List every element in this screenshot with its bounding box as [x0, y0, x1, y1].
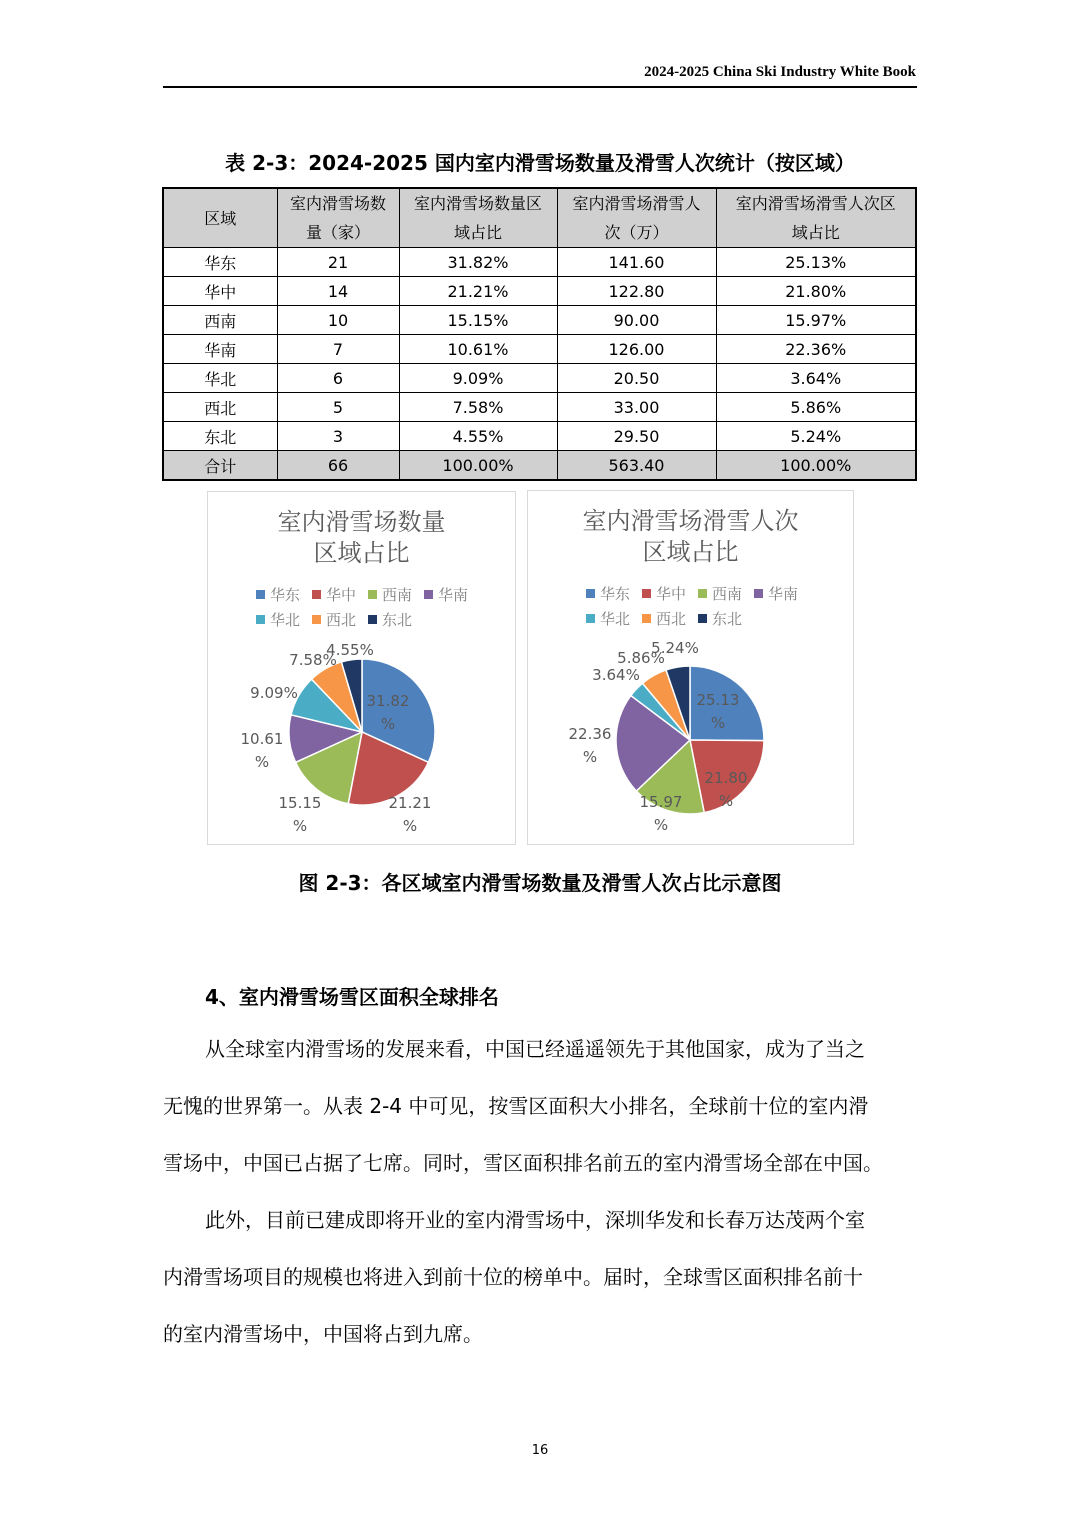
legend-label: 西北 [326, 611, 357, 629]
table-row [163, 248, 916, 277]
legend-label: 华北 [270, 611, 301, 629]
table-cell: 33.00 [557, 393, 716, 422]
table-cell: 31.82% [399, 248, 557, 277]
data-label: 4.55% [326, 641, 374, 659]
chart-title-line: 区域占比 [313, 539, 410, 567]
paragraph-line: 无愧的世界第一。从表 2-4 中可见，按雪区面积大小排名，全球前十位的室内滑 [163, 1094, 869, 1118]
data-label: % [380, 715, 396, 733]
legend-swatch [754, 589, 763, 598]
paragraph-2 [163, 1205, 917, 1376]
legend-label: 东北 [712, 610, 743, 628]
table-cell: 15.97% [716, 306, 916, 335]
header-visits-share: 室内滑雪场滑雪人次区 域占比 [716, 188, 916, 248]
table-cell: 21.21% [399, 277, 557, 306]
table-cell: 东北 [163, 422, 277, 451]
legend-swatch [642, 589, 651, 598]
table-cell: 3 [277, 422, 399, 451]
figure-caption: 图 2-3：各区域室内滑雪场数量及滑雪人次占比示意图 [298, 871, 782, 895]
data-label: 3.64% [592, 666, 640, 684]
table-cell: 15.15% [399, 306, 557, 335]
legend-swatch [312, 615, 321, 624]
header-rule [163, 86, 917, 88]
table-cell: 7.58% [399, 393, 557, 422]
chart-title-line: 室内滑雪场滑雪人次 [582, 507, 799, 535]
legend-label: 西南 [712, 585, 743, 603]
data-label: 21.21 [388, 794, 432, 812]
data-label: % [718, 792, 734, 810]
table-row [163, 364, 916, 393]
chart-title-line: 室内滑雪场数量 [277, 508, 446, 536]
table-cell: 100.00% [399, 451, 557, 481]
table-cell: 10.61% [399, 335, 557, 364]
table-cell: 14 [277, 277, 399, 306]
running-header: 2024-2025 China Ski Industry White Book [644, 64, 916, 80]
page-number: 16 [531, 1443, 549, 1458]
table-row [163, 277, 916, 306]
legend-swatch [586, 614, 595, 623]
table-cell: 4.55% [399, 422, 557, 451]
legend-swatch [698, 614, 707, 623]
pie-chart-svg [208, 492, 515, 844]
legend-label: 华中 [326, 586, 357, 604]
section-heading: 4、室内滑雪场雪区面积全球排名 [205, 985, 499, 1009]
pie-chart-svg [528, 491, 853, 844]
data-label: 22.36 [568, 725, 612, 743]
legend-swatch [256, 590, 265, 599]
data-label: 5.86% [617, 649, 665, 667]
data-label: % [710, 714, 726, 732]
table-row [163, 306, 916, 335]
paragraph-line: 雪场中，中国已占据了七席。同时，雪区面积排名前五的室内滑雪场全部在中国。 [163, 1151, 883, 1175]
data-label: 9.09% [250, 684, 298, 702]
legend-swatch [642, 614, 651, 623]
table-cell: 合计 [163, 451, 277, 481]
chart-title-line: 区域占比 [642, 538, 739, 566]
legend-swatch [368, 615, 377, 624]
legend-swatch [368, 590, 377, 599]
paragraph-line: 内滑雪场项目的规模也将进入到前十位的榜单中。届时，全球雪区面积排名前十 [163, 1265, 863, 1289]
table-total-row [163, 451, 916, 481]
table-cell: 3.64% [716, 364, 916, 393]
table-cell: 90.00 [557, 306, 716, 335]
legend-swatch [424, 590, 433, 599]
table-row [163, 422, 916, 451]
paragraph-line: 从全球室内滑雪场的发展来看，中国已经遥遥领先于其他国家，成为了当之 [205, 1037, 865, 1061]
table-cell: 6 [277, 364, 399, 393]
data-label: 15.15 [278, 794, 322, 812]
table-cell: 20.50 [557, 364, 716, 393]
table-cell: 29.50 [557, 422, 716, 451]
legend-label: 华东 [270, 586, 301, 604]
legend-swatch [312, 590, 321, 599]
table-cell: 122.80 [557, 277, 716, 306]
table-cell: 华中 [163, 277, 277, 306]
table-cell: 21 [277, 248, 399, 277]
data-label: 21.80 [704, 769, 748, 787]
table-cell: 100.00% [716, 451, 916, 481]
table-cell: 9.09% [399, 364, 557, 393]
table-cell: 5 [277, 393, 399, 422]
legend-swatch [256, 615, 265, 624]
legend-swatch [698, 589, 707, 598]
table-cell: 141.60 [557, 248, 716, 277]
header-visits: 室内滑雪场滑雪人 次（万） [557, 188, 716, 248]
data-label: 31.82 [366, 692, 410, 710]
table-cell: 7 [277, 335, 399, 364]
table-cell: 10 [277, 306, 399, 335]
data-label: % [402, 817, 418, 835]
table-row [163, 393, 916, 422]
pie-chart-visits-share [527, 490, 854, 845]
legend-label: 西南 [382, 586, 413, 604]
table-cell: 5.24% [716, 422, 916, 451]
table-cell: 66 [277, 451, 399, 481]
table-cell: 25.13% [716, 248, 916, 277]
legend-label: 华南 [438, 586, 469, 604]
table-cell: 西南 [163, 306, 277, 335]
data-label: 15.97 [639, 793, 683, 811]
data-label: % [582, 748, 598, 766]
data-label: 10.61 [240, 730, 284, 748]
header-region: 区域 [163, 188, 277, 248]
data-label: 7.58% [289, 651, 337, 669]
legend-label: 华中 [656, 585, 687, 603]
table-cell: 5.86% [716, 393, 916, 422]
table-cell: 126.00 [557, 335, 716, 364]
table-cell: 22.36% [716, 335, 916, 364]
header-count: 室内滑雪场数 量（家） [277, 188, 399, 248]
pie-chart-count-share [207, 491, 516, 845]
table-row [163, 335, 916, 364]
legend-label: 华东 [600, 585, 631, 603]
table-cell: 563.40 [557, 451, 716, 481]
data-label: % [292, 817, 308, 835]
table-header-row [163, 188, 916, 248]
header-count-share: 室内滑雪场数量区 域占比 [399, 188, 557, 248]
data-label: % [653, 816, 669, 834]
data-label: 25.13 [696, 691, 740, 709]
table-cell: 华北 [163, 364, 277, 393]
paragraph-1 [163, 1034, 917, 1205]
table-cell: 西北 [163, 393, 277, 422]
legend-label: 华南 [768, 585, 799, 603]
statistics-table [162, 187, 917, 481]
table-cell: 华南 [163, 335, 277, 364]
legend-label: 东北 [382, 611, 413, 629]
table-caption: 表 2-3：2024-2025 国内室内滑雪场数量及滑雪人次统计（按区域） [225, 151, 855, 175]
table-cell: 华东 [163, 248, 277, 277]
data-label: 5.24% [651, 639, 699, 657]
legend-label: 华北 [600, 610, 631, 628]
data-label: % [254, 753, 270, 771]
legend-label: 西北 [656, 610, 687, 628]
table-cell: 21.80% [716, 277, 916, 306]
legend-swatch [586, 589, 595, 598]
paragraph-line: 此外，目前已建成即将开业的室内滑雪场中，深圳华发和长春万达茂两个室 [205, 1208, 865, 1232]
paragraph-line: 的室内滑雪场中，中国将占到九席。 [163, 1322, 483, 1346]
